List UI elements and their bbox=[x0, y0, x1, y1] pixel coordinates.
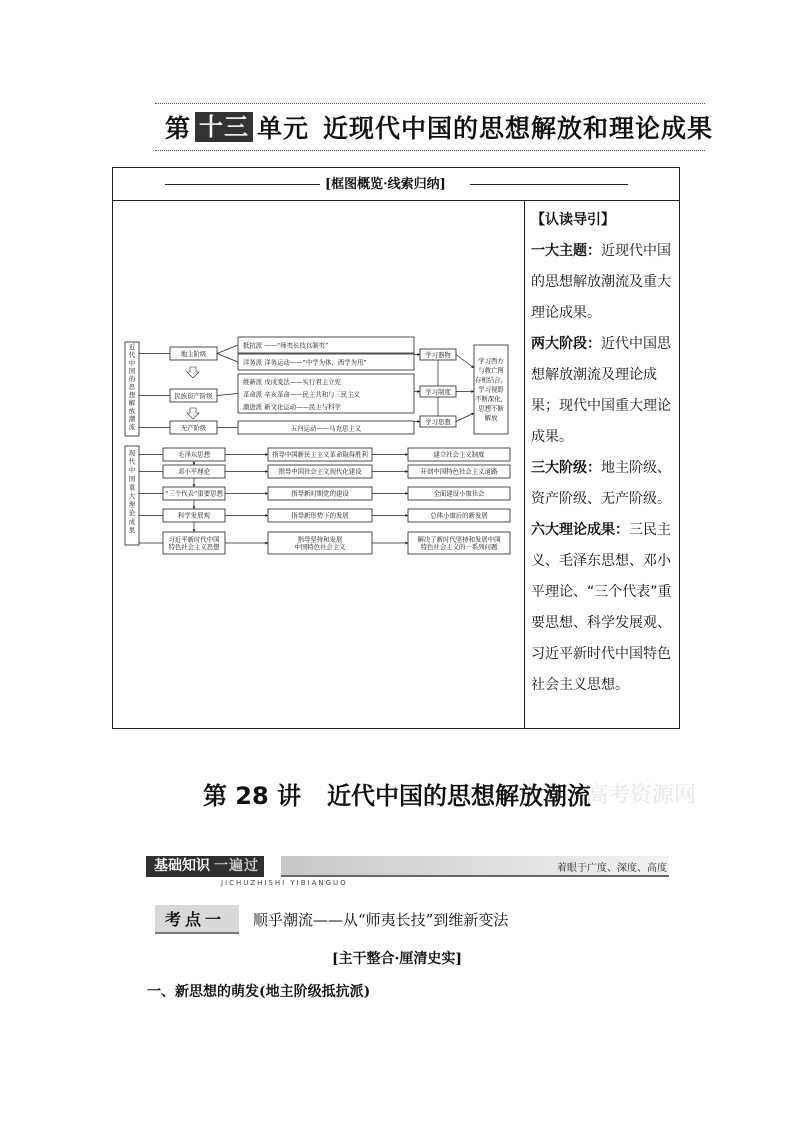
theory-role: 指导新形势下的发展 bbox=[291, 511, 349, 520]
exam-point-tag: 考点一 bbox=[155, 905, 239, 934]
section-heading: 一、新思想的萌发(地主阶级抵抗派) bbox=[147, 984, 371, 1000]
theory-result: 特色社会主义的一系列问题 bbox=[420, 542, 498, 551]
theory-name: 科学发展观 bbox=[178, 511, 210, 520]
theory-role: 指导中国新民主主义革命取得胜利 bbox=[272, 450, 368, 459]
stream-label: 激进派 新文化运动——民主与科学 bbox=[243, 403, 341, 411]
summary-label: 不断深化， bbox=[475, 395, 507, 404]
theory-result: 开创中国特色社会主义道路 bbox=[420, 467, 498, 476]
learn-label: 学习器物 bbox=[425, 351, 451, 359]
basic-knowledge-bar bbox=[146, 856, 669, 886]
modern-era-label: 国 bbox=[128, 367, 136, 375]
theory-name: 习近平新时代中国 bbox=[168, 535, 220, 544]
exam-point bbox=[155, 905, 508, 933]
guide-heading: 【认读导引】 bbox=[531, 212, 615, 228]
modern-era-label: 放 bbox=[128, 407, 136, 415]
stream-label: 维新派 戊戌变法——实行君主立宪 bbox=[243, 378, 341, 386]
section-subhead: [主干整合·厘清史实] bbox=[331, 951, 463, 967]
contemporary-label: 论 bbox=[128, 509, 136, 518]
unit-title bbox=[165, 112, 713, 142]
stream-label: 五四运动——马克思主义 bbox=[290, 424, 362, 433]
theory-role: 指导新时期党的建设 bbox=[291, 489, 349, 498]
learn-label: 学习思想 bbox=[425, 418, 451, 426]
unit-banner bbox=[155, 103, 714, 151]
stream-label: 洋务派 洋务运动——“中学为体，西学为用” bbox=[243, 358, 367, 367]
connector-line bbox=[217, 345, 238, 354]
banner-dotted-rule-bottom bbox=[155, 150, 705, 151]
contemporary-label: 成 bbox=[128, 517, 136, 526]
summary-label: 思想不断 bbox=[478, 404, 504, 413]
banner-dotted-rule-top bbox=[155, 103, 705, 104]
class-label: 民族资产阶级 bbox=[174, 392, 213, 401]
connector-line bbox=[217, 394, 238, 396]
guide-item: 六大理论成果：三民主义、毛泽东思想、邓小平理论、“三个代表”重要思想、科学发展观、习近平新时代中国特色社会主义思想。 bbox=[531, 522, 672, 693]
contemporary-label: 中 bbox=[128, 466, 136, 475]
unit-title-text: 近现代中国的思想解放和理论成果 bbox=[323, 114, 714, 143]
overview-table bbox=[112, 167, 680, 729]
summary-label: 与救亡图 bbox=[478, 366, 504, 375]
down-arrow-icon bbox=[187, 408, 199, 419]
theory-name: 毛泽东思想 bbox=[178, 450, 210, 459]
summary-label: 解放 bbox=[484, 414, 498, 423]
unit-prefix: 第 bbox=[165, 114, 192, 143]
column-divider bbox=[524, 201, 525, 728]
basic-knowledge-pinyin: JICHUZHISHI YIBIANGUO bbox=[221, 879, 348, 887]
theory-role: 指导中国社会主义现代化建设 bbox=[278, 467, 362, 476]
framework-diagram bbox=[113, 168, 524, 730]
guide-item: 一大主题：近现代中国的思想解放潮流及重大理论成果。 bbox=[531, 243, 671, 321]
modern-era-label: 中 bbox=[128, 359, 136, 367]
connector-line bbox=[217, 354, 238, 363]
theory-name: 特色社会主义思想 bbox=[168, 542, 220, 551]
contemporary-label: 理 bbox=[128, 500, 136, 509]
overview-header-text: [框图概览·线索归纳] bbox=[325, 177, 446, 192]
learn-label: 学习制度 bbox=[425, 388, 451, 396]
modern-era-label: 思 bbox=[128, 383, 136, 391]
contemporary-label: 国 bbox=[128, 474, 136, 483]
contemporary-label: 重 bbox=[128, 483, 136, 492]
contemporary-label: 代 bbox=[128, 457, 136, 466]
stream-label: 抵抗派 ——“师夷长技以制夷” bbox=[243, 341, 329, 350]
contemporary-label: 现 bbox=[128, 449, 136, 457]
theory-result: 建立社会主义制度 bbox=[433, 450, 485, 459]
guide-item: 三大阶级：地主阶级、资产阶级、无产阶级。 bbox=[531, 460, 671, 507]
lecture-title-text: 近代中国的思想解放潮流 bbox=[327, 782, 592, 810]
theory-result: 总体小康后的新发展 bbox=[430, 511, 488, 520]
modern-era-label: 解 bbox=[128, 399, 136, 407]
basic-knowledge-slogan: 着眼于广度、深度、高度 bbox=[557, 863, 667, 874]
summary-label: 学习西方 bbox=[478, 357, 504, 366]
class-label: 地主阶级 bbox=[180, 350, 207, 359]
connector-arrow bbox=[456, 413, 474, 422]
modern-era-label: 近 bbox=[128, 343, 136, 351]
unit-number: 十三 bbox=[195, 112, 253, 142]
summary-label: 存相结合， bbox=[475, 376, 507, 385]
contemporary-label: 大 bbox=[128, 492, 136, 500]
modern-era-label: 的 bbox=[128, 375, 136, 383]
modern-era-label: 流 bbox=[128, 423, 136, 431]
theory-name: “三个代表”重要思想 bbox=[165, 489, 223, 498]
theory-role: 中国特色社会主义 bbox=[294, 542, 346, 551]
lecture-number: 第 28 讲 bbox=[202, 782, 302, 810]
stream-label: 革命派 辛亥革命——民主共和与三民主义 bbox=[243, 390, 361, 399]
down-arrow-icon bbox=[187, 367, 199, 378]
modern-era-label: 代 bbox=[128, 351, 136, 359]
exam-point-title: 顺乎潮流——从“师夷长技”到维新变法 bbox=[253, 910, 509, 929]
guide-item: 两大阶段：近代中国思想解放潮流及理论成果；现代中国重大理论成果。 bbox=[531, 336, 671, 445]
reading-guide bbox=[531, 205, 679, 701]
modern-era-label: 想 bbox=[128, 391, 136, 399]
theory-result: 解决了新时代坚持和发展中国 bbox=[417, 535, 501, 544]
watermark: 高考资源网 bbox=[586, 783, 697, 808]
class-label: 无产阶级 bbox=[180, 424, 207, 433]
unit-suffix: 单元 bbox=[257, 114, 310, 143]
contemporary-label: 果 bbox=[128, 526, 136, 535]
theory-name: 邓小平理论 bbox=[178, 467, 210, 476]
modern-era-label: 潮 bbox=[128, 415, 136, 423]
summary-label: 学习视野 bbox=[478, 385, 504, 394]
theory-result: 全面建设小康社会 bbox=[433, 489, 485, 498]
basic-knowledge-label: 基础知识 一遍过 bbox=[146, 856, 264, 877]
theory-role: 指导坚持和发展 bbox=[297, 535, 343, 544]
connector-arrow bbox=[456, 355, 474, 369]
